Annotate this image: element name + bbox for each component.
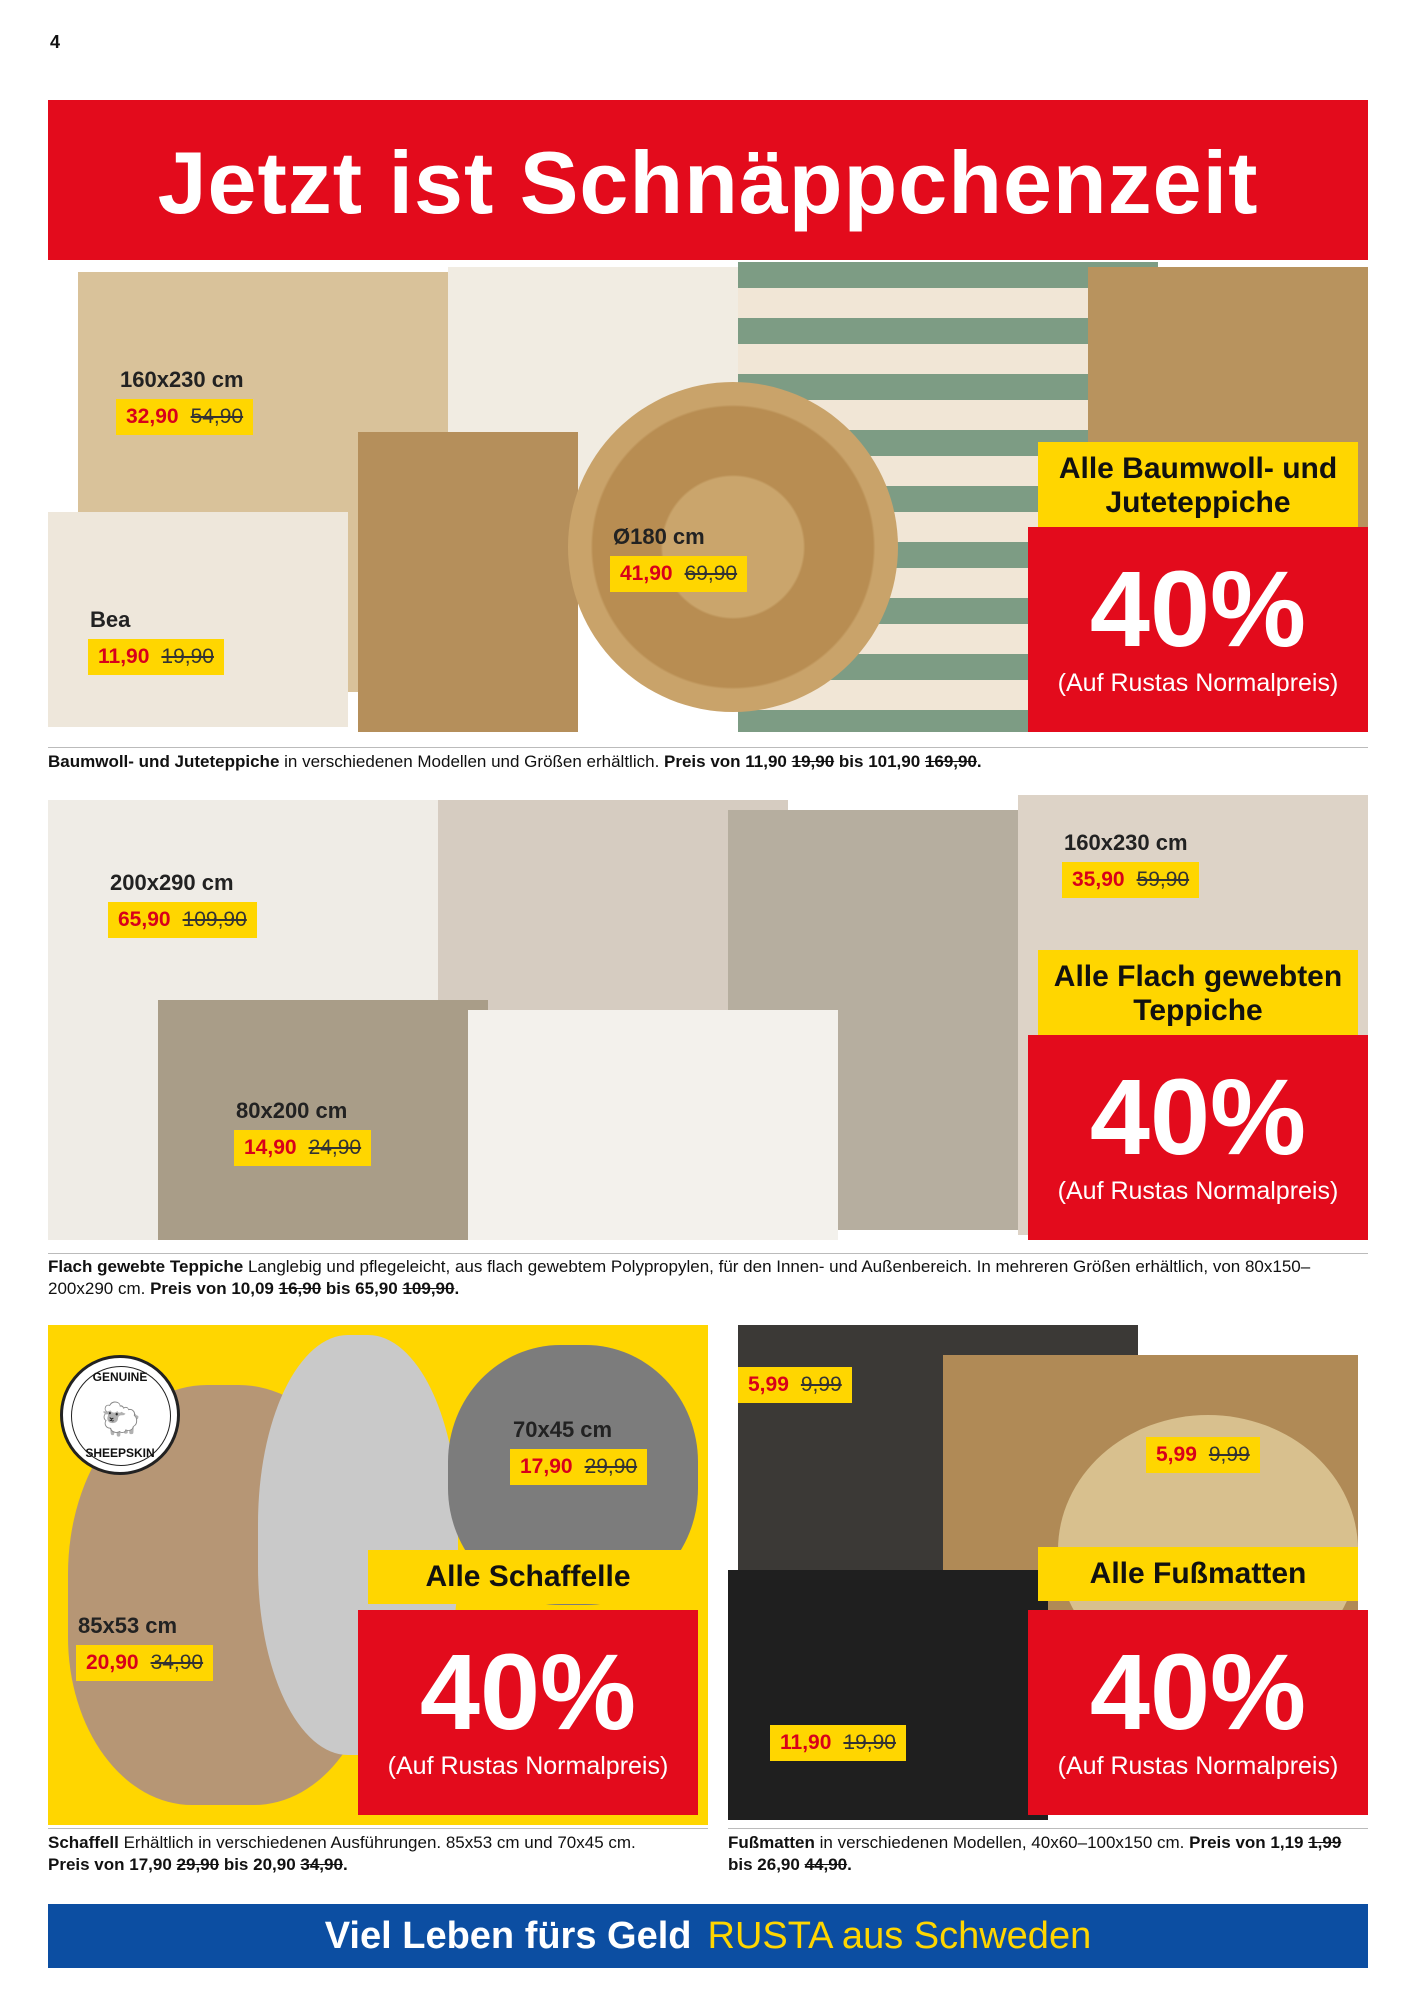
promo-title: Alle Schaffelle [368,1550,688,1604]
section-cotton-jute [48,262,1368,742]
current-price: 11,90 [98,645,150,668]
promo-title: Alle Fußmatten [1038,1547,1358,1601]
price-tag [76,1645,213,1681]
promo-badge [1028,527,1368,732]
discount-note: (Auf Rustas Normalpreis) [1057,1177,1339,1205]
discount-percent: 40% [419,1631,637,1752]
promo-title: Alle Flach gewebten Teppiche [1038,950,1358,1038]
price-tag [88,639,224,675]
price-tag [510,1449,647,1485]
discount-percent: 40% [1089,1056,1307,1177]
desc-old-price: 19,90 [791,752,835,771]
section-description [48,751,1368,773]
old-price: 109,90 [182,908,247,931]
size-label: Bea [90,607,131,632]
discount-note: (Auf Rustas Normalpreis) [1057,669,1339,697]
section-flat-woven [48,790,1368,1250]
current-price: 5,99 [748,1373,789,1396]
desc-end: . [976,752,982,771]
section-sheepskin [48,1325,708,1825]
desc-text: in verschiedenen Modellen und Größen erhältlich. [279,752,665,771]
divider [48,747,1368,748]
price-tag [116,399,253,435]
old-price: 59,90 [1136,868,1190,891]
desc-old-price-to: 109,90 [402,1279,455,1298]
size-label: 80x200 cm [236,1098,348,1123]
current-price: 5,99 [1156,1443,1197,1466]
price-tag [1146,1437,1260,1473]
old-price: 24,90 [308,1136,362,1159]
desc-text: in verschiedenen Modellen, 40x60–100x150 cm. [814,1833,1190,1852]
size-label: 160x230 cm [1064,830,1188,855]
old-price: 69,90 [684,562,738,585]
size-label: 200x290 cm [110,870,234,895]
price-tag [1062,862,1199,898]
desc-price-to: bis 101,90 [838,752,921,771]
old-price: 34,90 [150,1651,204,1674]
desc-old-price-to: 34,90 [300,1855,343,1874]
desc-old-price-to: 169,90 [924,752,977,771]
divider [728,1828,1368,1829]
desc-price: Preis von 17,90 [48,1855,172,1874]
discount-percent: 40% [1089,1631,1307,1752]
old-price: 19,90 [161,645,214,668]
sheep-icon: 🐑 [101,1401,141,1437]
desc-price-to: bis 26,90 [728,1855,800,1874]
divider [48,1828,708,1829]
desc-price: Preis von 10,09 [150,1279,274,1298]
current-price: 65,90 [118,908,171,931]
desc-price: Preis von 1,19 [1189,1833,1304,1852]
price-tag [108,902,257,938]
desc-price-to: bis 65,90 [325,1279,398,1298]
desc-old-price-to: 44,90 [804,1855,848,1874]
size-label: 70x45 cm [513,1417,613,1442]
discount-note: (Auf Rustas Normalpreis) [1057,1752,1339,1780]
old-price: 9,99 [1208,1443,1250,1466]
rug-image [468,1010,838,1240]
divider [48,1253,1368,1254]
desc-end: . [342,1855,348,1874]
doormat-image [728,1570,1048,1820]
headline-banner [48,100,1368,260]
promo-badge [1028,1035,1368,1240]
desc-title: Fußmatten [728,1833,815,1852]
old-price: 9,99 [800,1373,842,1396]
desc-price-to: bis 20,90 [223,1855,296,1874]
discount-percent: 40% [1089,548,1307,669]
seal-text-bottom: SHEEPSKIN [85,1446,155,1460]
desc-price: Preis von 11,90 [664,752,787,771]
desc-old-price: 29,90 [176,1855,220,1874]
current-price: 35,90 [1072,868,1125,891]
section-description [728,1832,1348,1876]
desc-text: Erhältlich in verschiedenen Ausführungen. 85x53 cm und 70x45 cm. [118,1833,636,1852]
section-description [48,1256,1348,1300]
current-price: 17,90 [520,1455,573,1478]
promo-badge [358,1610,698,1815]
headline: Jetzt ist Schnäppchenzeit [157,133,1259,232]
current-price: 41,90 [620,562,673,585]
desc-title: Schaffell [48,1833,119,1852]
section-doormats [728,1325,1368,1825]
price-tag [738,1367,852,1403]
footer-slogan: Viel Leben fürs Geld [324,1914,692,1957]
price-tag [234,1130,371,1166]
desc-title: Baumwoll- und Juteteppiche [48,752,280,771]
current-price: 14,90 [244,1136,297,1159]
desc-old-price: 16,90 [278,1279,322,1298]
footer-brand: RUSTA aus Schweden [707,1914,1092,1957]
old-price: 19,90 [843,1731,896,1754]
current-price: 11,90 [780,1731,832,1754]
size-label: Ø180 cm [613,524,705,549]
current-price: 20,90 [86,1651,139,1674]
price-tag [770,1725,906,1761]
page-number: 4 [50,32,61,52]
old-price: 54,90 [190,405,244,428]
promo-title: Alle Baumwoll- und Juteteppiche [1038,442,1358,530]
desc-text: Langlebig und pflegeleicht, aus flach gewebtem Polypropylen, für den Innen- und Außenbereich. In mehreren Größen erhältlich, von 80x150–200x290 cm. [48,1257,1311,1298]
discount-note: (Auf Rustas Normalpreis) [387,1752,669,1780]
current-price: 32,90 [126,405,179,428]
desc-old-price: 1,99 [1308,1833,1342,1852]
size-label: 160x230 cm [120,367,244,392]
price-tag [610,556,747,592]
desc-end: . [454,1279,460,1298]
seal-text-top: GENUINE [92,1370,148,1384]
promo-badge [1028,1610,1368,1815]
size-label: 85x53 cm [78,1613,178,1638]
desc-title: Flach gewebte Teppiche [48,1257,244,1276]
desc-end: . [847,1855,852,1874]
section-description [48,1832,668,1876]
genuine-sheepskin-seal [60,1355,180,1475]
rug-image [358,432,578,732]
old-price: 29,90 [584,1455,638,1478]
footer-banner [48,1904,1368,1968]
